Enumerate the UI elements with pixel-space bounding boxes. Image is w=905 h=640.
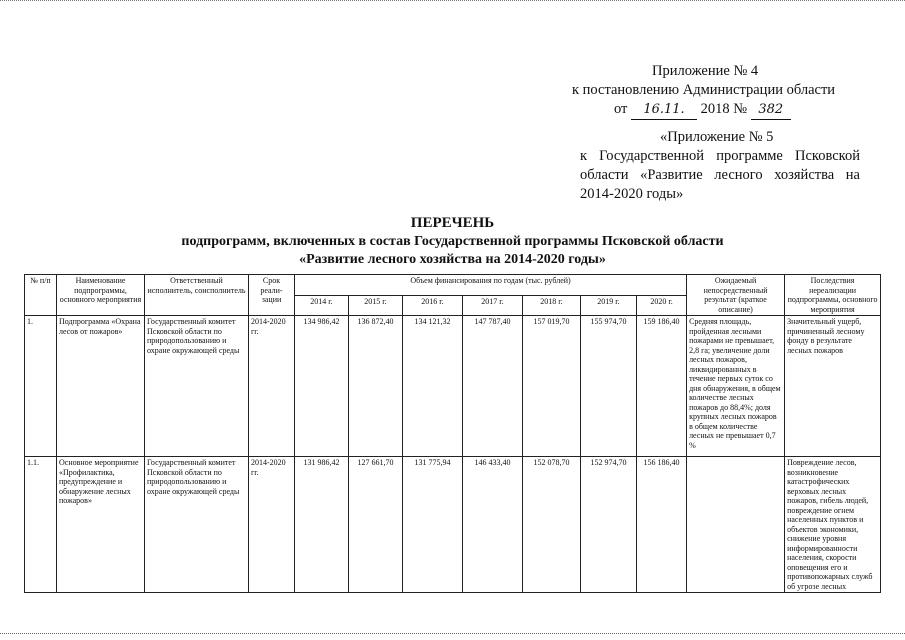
handwritten-number: 382 [751,100,791,120]
date-prefix: от [614,101,628,117]
row-name: Основное мероприятие «Профилактика, предупреждение и обнаружение лесных пожаров» [57,457,145,593]
document-subtitle-2: «Развитие лесного хозяйства на 2014-2020 годы» [299,252,606,267]
appendix5-title: «Приложение № 5 [660,129,774,145]
row-consequences: Повреждение лесов, возникновение катастрофических верховых лесных пожаров, гибель людей, повреждение огнем населенных пунктов и объектов экономики, снижение уровня информированности населения, скорости оповещения его и противопожарных служб об угрозе лесных [785,457,881,593]
appendix4-title: Приложение № 4 [652,63,759,79]
table-row [25,457,881,593]
row-value: 156 186,40 [637,457,687,593]
subprogram-table [24,274,881,593]
row-value: 131 986,42 [295,457,349,593]
row-value: 127 661,70 [349,457,403,593]
row-value: 134 986,42 [295,316,349,457]
document-title: ПЕРЕЧЕНЬ [410,215,495,231]
year-label: 2018 № [700,101,748,117]
page-top-edge [0,0,905,1]
header-num: № п/п [25,275,57,316]
row-consequences: Значительный ущерб, причиненный лесному фонду в результате лесных пожаров [785,316,881,457]
row-value: 157 019,70 [523,316,581,457]
row-term: 2014-2020 гг. [249,316,295,457]
table-row [25,316,881,457]
appendix5-line3: области «Развитие лесного хозяйства на [580,167,860,183]
row-value: 146 433,40 [463,457,523,593]
header-year: 2017 г. [463,295,523,316]
appendix5-line2: к Государственной программе Псковской [580,148,860,164]
appendix5-block [580,128,860,204]
handwritten-date: 16.11. [631,100,697,120]
row-value: 159 186,40 [637,316,687,457]
header-consequences: Последствия нереализации подпрограммы, основного мероприятия [785,275,881,316]
header-result: Ожидаемый непосредственный результат (краткое описание) [687,275,785,316]
row-executor: Государственный комитет Псковской области по природопользованию и охране окружающей среды [145,316,249,457]
header-year: 2020 г. [637,295,687,316]
appendix4-resolution: к постановлению Администрации области [572,82,836,98]
row-term: 2014-2020 гг. [249,457,295,593]
row-value: 131 775,94 [403,457,463,593]
header-year: 2015 г. [349,295,403,316]
header-executor: Ответственный исполнитель, соисполнитель [145,275,249,316]
row-value: 136 872,40 [349,316,403,457]
header-year: 2016 г. [403,295,463,316]
header-funding: Объем финансирования по годам (тыс. рублей) [295,275,687,296]
header-name: Наименование подпрограммы, основного мероприятия [57,275,145,316]
document-subtitle-1: подпрограмм, включенных в состав Государственной программы Псковской области [181,234,724,249]
header-year: 2019 г. [581,295,637,316]
row-name: Подпрограмма «Охрана лесов от пожаров» [57,316,145,457]
row-value: 152 974,70 [581,457,637,593]
table-header-row [25,275,881,296]
appendix4-block [572,62,852,120]
row-result: Средняя площадь, пройденная лесными пожарами не превышает, 2,8 га; увеличение доли лесных пожаров, ликвидированных в течение первых суток со дня обнаружения, в общем количестве лесных пожаров до 88,4%; доля крупных лесных пожаров в общем количестве лесных не превышает 0,7 % [687,316,785,457]
row-value: 152 078,70 [523,457,581,593]
row-num: 1.1. [25,457,57,593]
row-value: 155 974,70 [581,316,637,457]
appendix5-line4: 2014-2020 годы» [580,186,684,202]
row-value: 147 787,40 [463,316,523,457]
row-value: 134 121,32 [403,316,463,457]
header-year: 2014 г. [295,295,349,316]
page-bottom-edge [0,633,905,634]
header-term: Срок реали-зации [249,275,295,316]
row-num: 1. [25,316,57,457]
appendix4-date-line [572,100,852,120]
row-result [687,457,785,593]
row-executor: Государственный комитет Псковской области по природопользованию и охране окружающей среды [145,457,249,593]
header-year: 2018 г. [523,295,581,316]
